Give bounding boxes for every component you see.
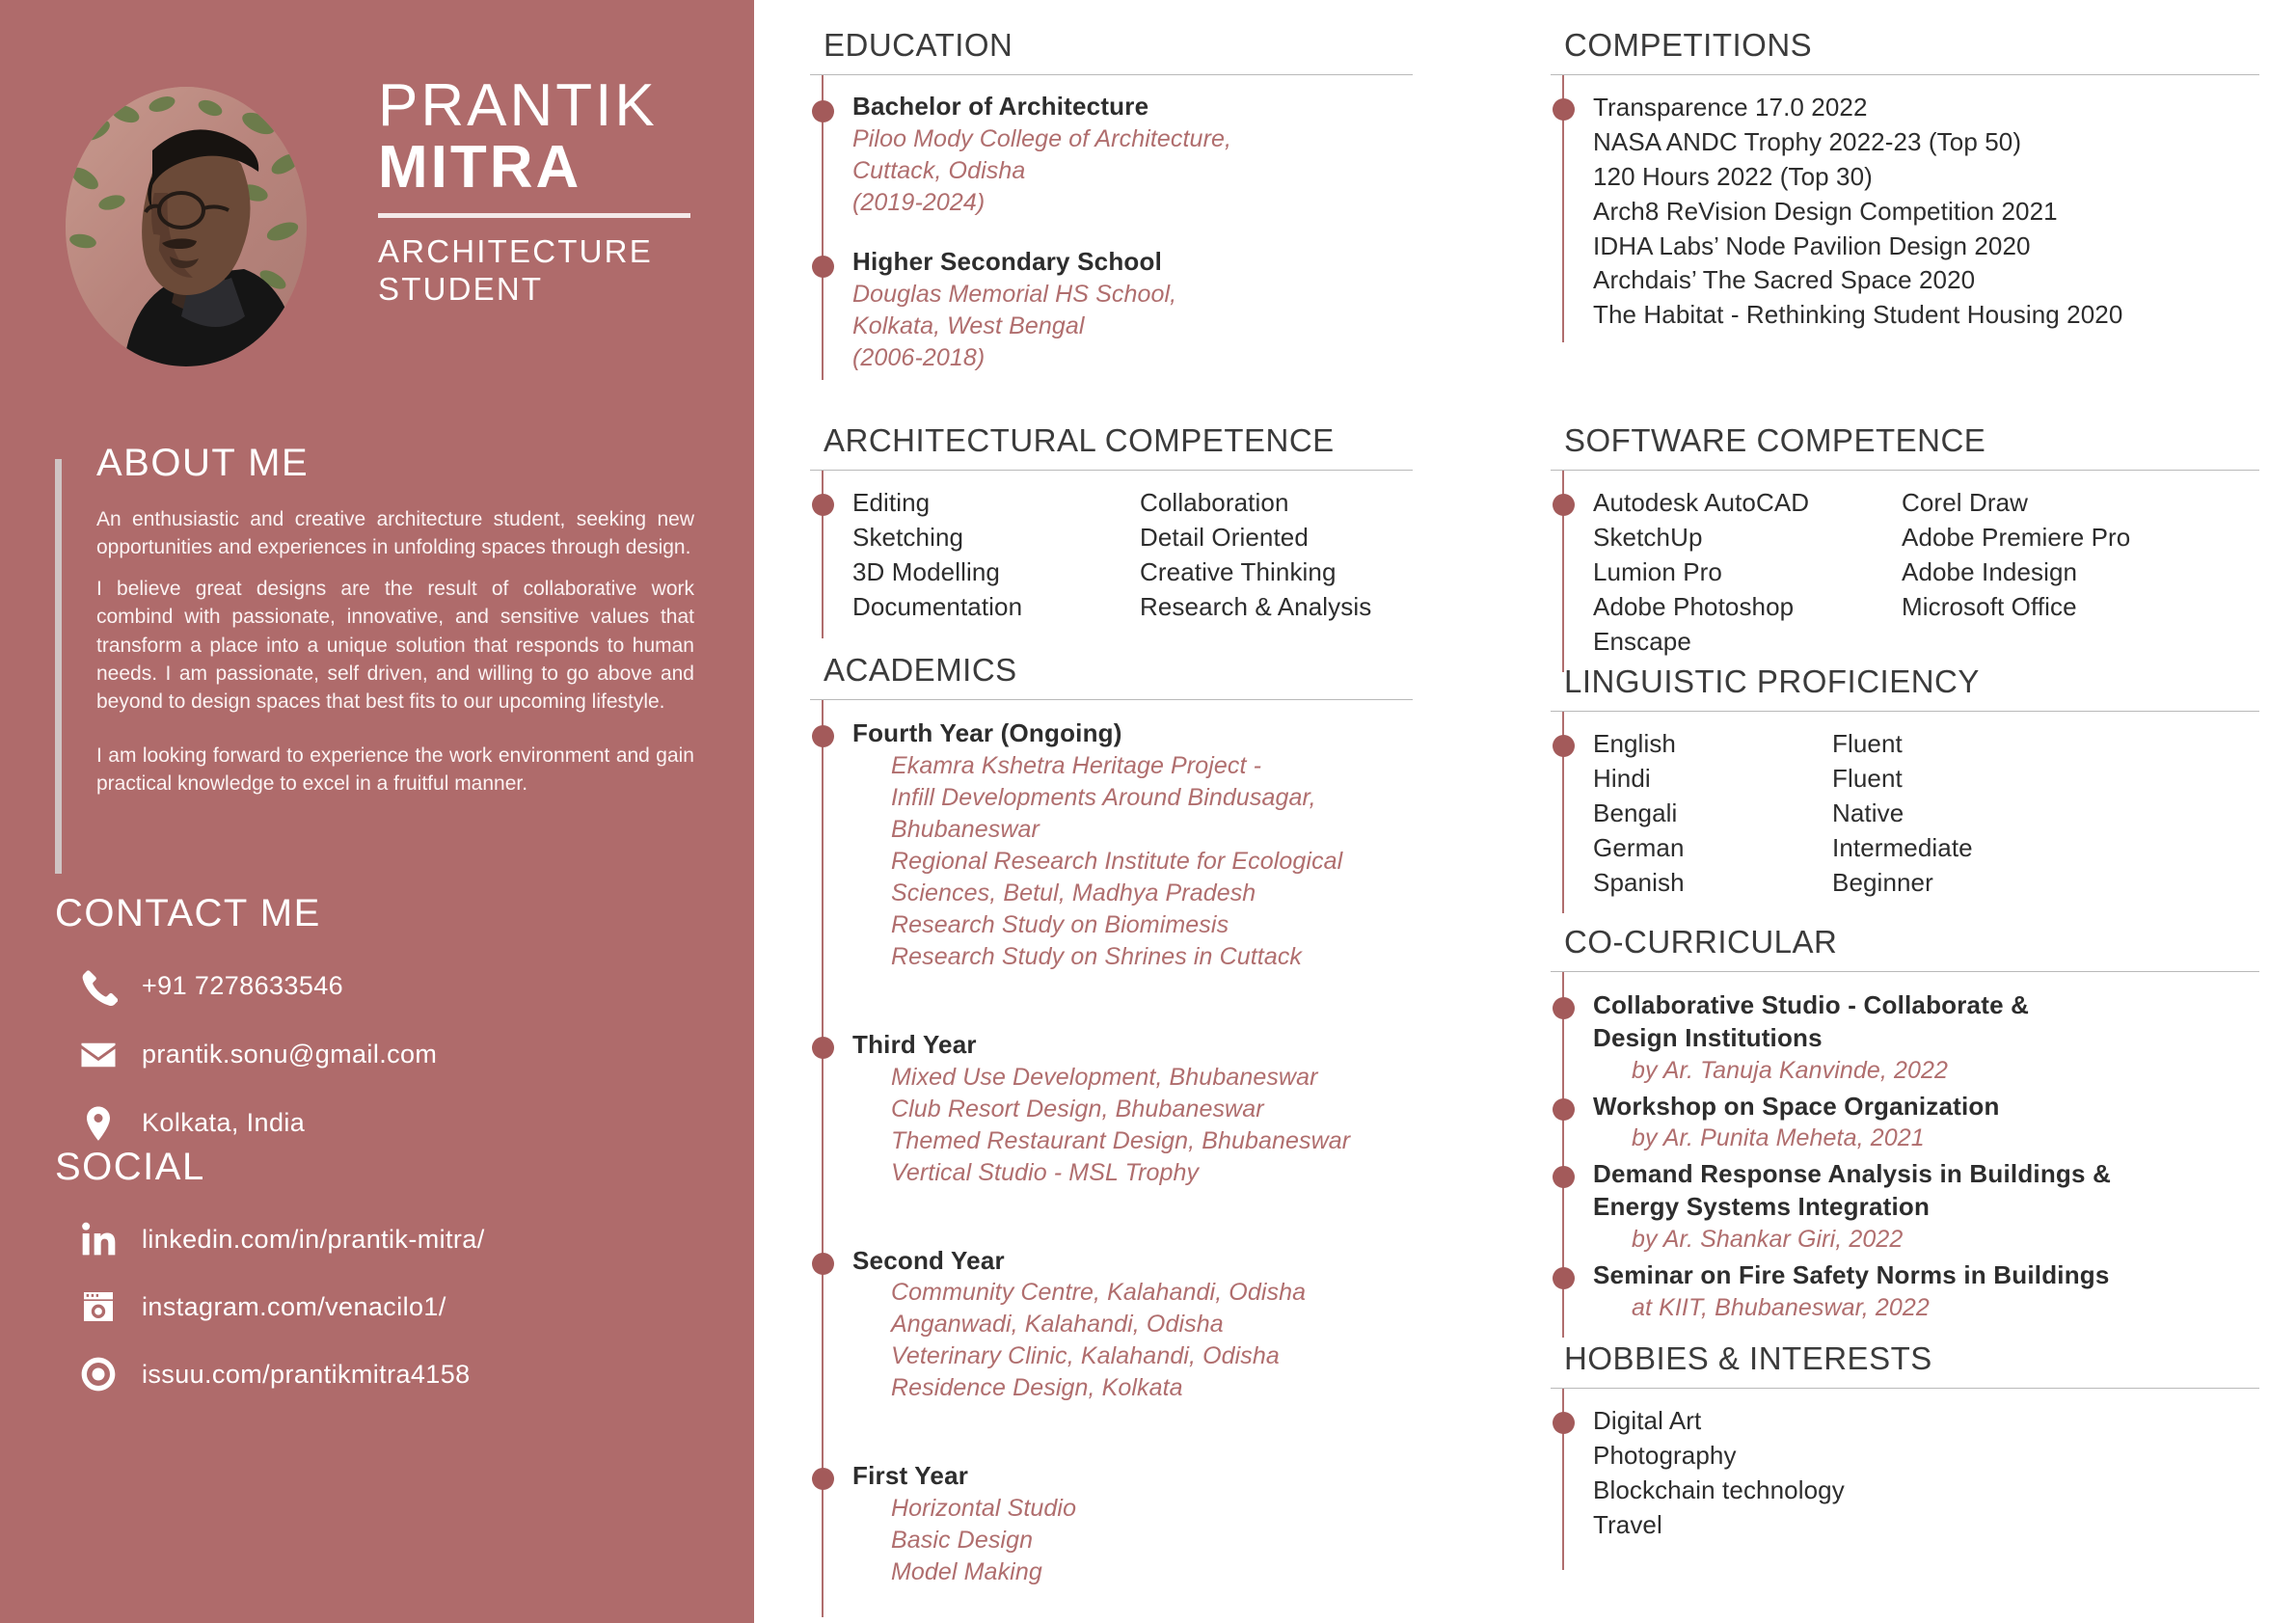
timeline-dot-icon (812, 256, 834, 278)
academics-heading: ACADEMICS (824, 652, 1017, 688)
architectural-competence-section (810, 424, 1427, 638)
language-row (1593, 727, 2283, 762)
competence-item: Creative Thinking (1140, 556, 1337, 586)
about-me-section (55, 442, 720, 811)
cocurricular-credit: at KIIT, Bhubaneswar, 2022 (1632, 1293, 1930, 1321)
linkedin-value: linkedin.com/in/prantik-mitra/ (142, 1224, 485, 1254)
software-item: Microsoft Office (1902, 591, 2077, 621)
education-title: Higher Secondary School (852, 246, 1163, 276)
left-sidebar (0, 0, 754, 1623)
language-row (1593, 831, 2283, 866)
timeline-dot-icon (1553, 1166, 1575, 1188)
social-section (55, 1146, 730, 1408)
competition-item: Arch8 ReVision Design Competition 2021 (1593, 196, 2058, 226)
portrait-photo-icon (66, 87, 307, 366)
role-line-1: ARCHITECTURE (378, 232, 653, 269)
competence-item: Editing (852, 488, 931, 517)
academics-project: Mixed Use Development, Bhubaneswar (891, 1063, 1318, 1091)
linguistic-proficiency-heading: LINGUISTIC PROFICIENCY (1564, 663, 1980, 699)
academics-entry (852, 1245, 1427, 1405)
software-competence-section (1551, 424, 2283, 672)
competence-item: Documentation (852, 591, 1023, 621)
academics-project: Ekamra Kshetra Heritage Project - (891, 751, 1262, 779)
timeline-dot-icon (812, 494, 834, 516)
language-level: Intermediate (1832, 832, 1973, 862)
academics-project: Sciences, Betul, Madhya Pradesh (891, 879, 1256, 906)
competition-item: IDHA Labs’ Node Pavilion Design 2020 (1593, 230, 2031, 260)
competition-item: Archdais’ The Sacred Space 2020 (1593, 265, 1976, 295)
competitions-section (1551, 29, 2283, 342)
education-detail: (2019-2024) (852, 188, 986, 216)
software-competence-timeline (1551, 471, 2283, 672)
academics-project: Community Centre, Kalahandi, Odisha (891, 1279, 1307, 1307)
linguistic-entry (1593, 727, 2283, 900)
architectural-competence-heading: ARCHITECTURAL COMPETENCE (824, 422, 1335, 458)
language-level: Fluent (1832, 763, 1903, 793)
education-entry (852, 91, 1427, 219)
social-item-instagram[interactable] (55, 1273, 730, 1340)
cocurricular-credit: by Ar. Shankar Giri, 2022 (1632, 1225, 1904, 1253)
academics-project: Bhubaneswar (891, 815, 1040, 843)
software-competence-heading: SOFTWARE COMPETENCE (1564, 422, 1986, 458)
timeline-dot-icon (1553, 997, 1575, 1019)
academics-project: Themed Restaurant Design, Bhubaneswar (891, 1126, 1351, 1154)
academics-project: Model Making (891, 1558, 1042, 1586)
right-column (1551, 0, 2283, 1623)
hobbies-section (1551, 1342, 2283, 1570)
education-detail: (2006-2018) (852, 343, 986, 371)
contact-heading: CONTACT ME (55, 892, 321, 934)
instagram-icon (55, 1287, 142, 1326)
timeline-dot-icon (812, 100, 834, 122)
education-timeline (810, 75, 1427, 380)
education-detail: Kolkata, West Bengal (852, 311, 1085, 339)
social-item-linkedin[interactable] (55, 1205, 730, 1273)
competence-item: Sketching (852, 522, 964, 552)
contact-section (55, 892, 730, 1157)
middle-column (810, 0, 1427, 1623)
language-level: Beginner (1832, 867, 1933, 897)
language-name: Hindi (1593, 763, 1651, 793)
academics-entry (852, 1029, 1427, 1189)
cocurricular-title: Design Institutions (1593, 1022, 1823, 1052)
competitions-heading: COMPETITIONS (1564, 27, 1813, 63)
education-detail: Douglas Memorial HS School, (852, 280, 1177, 308)
cocurricular-section (1551, 926, 2283, 1338)
language-name: Spanish (1593, 867, 1685, 897)
issuu-value: issuu.com/prantikmitra4158 (142, 1359, 471, 1389)
software-item: Adobe Indesign (1902, 556, 2078, 586)
competition-item: 120 Hours 2022 (Top 30) (1593, 161, 1873, 191)
education-section (810, 29, 1427, 380)
phone-value: +91 7278633546 (142, 971, 344, 1000)
architectural-competence-timeline (810, 471, 1427, 638)
academics-entry (852, 717, 1427, 973)
social-heading: SOCIAL (55, 1146, 205, 1188)
language-level: Native (1832, 798, 1904, 827)
competence-column-1 (852, 486, 1140, 625)
name-block (378, 72, 725, 308)
academics-project: Regional Research Institute for Ecological (891, 847, 1343, 875)
academics-project: Residence Design, Kolkata (891, 1374, 1183, 1402)
about-paragraph: I believe great designs are the result of collaborative work combind with passionate, innovative, and sensitive values that transform a place into a unique solution that responds to human needs. I am passionate, self driven, and willing to go above and beyond to design spaces that best fits to our upcoming lifestyle. (96, 577, 694, 714)
education-entry (852, 246, 1427, 374)
hobbies-heading: HOBBIES & INTERESTS (1564, 1340, 1932, 1376)
academics-project: Veterinary Clinic, Kalahandi, Odisha (891, 1342, 1280, 1370)
timeline-dot-icon (1553, 98, 1575, 121)
competitions-entry (1593, 91, 2283, 333)
avatar (66, 87, 307, 366)
linkedin-icon (55, 1220, 142, 1258)
timeline-dot-icon (812, 725, 834, 747)
software-item: Adobe Photoshop (1593, 591, 1795, 621)
timeline-dot-icon (1553, 1412, 1575, 1434)
academics-project: Vertical Studio - MSL Trophy (891, 1158, 1200, 1186)
hobby-item: Photography (1593, 1440, 1737, 1470)
academics-project: Infill Developments Around Bindusagar, (891, 783, 1316, 811)
first-name: PRANTIK (378, 72, 658, 139)
timeline-dot-icon (1553, 735, 1575, 757)
cocurricular-credit: by Ar. Tanuja Kanvinde, 2022 (1632, 1056, 1949, 1084)
cocurricular-title: Demand Response Analysis in Buildings & (1593, 1159, 2112, 1189)
contact-item-phone[interactable] (55, 952, 730, 1020)
academics-year: Second Year (852, 1245, 1005, 1275)
name-divider (378, 213, 690, 218)
education-heading: EDUCATION (824, 27, 1013, 63)
issuu-icon (55, 1355, 142, 1393)
cocurricular-entry (1593, 989, 2283, 1087)
education-detail: Piloo Mody College of Architecture, (852, 124, 1232, 152)
timeline-dot-icon (1553, 494, 1575, 516)
academics-entry (852, 1460, 1427, 1588)
academics-project: Horizontal Studio (891, 1495, 1077, 1523)
language-name: German (1593, 832, 1685, 862)
language-name: Bengali (1593, 798, 1678, 827)
timeline-dot-icon (1553, 1098, 1575, 1121)
competence-entry (852, 486, 1427, 625)
academics-project: Basic Design (891, 1527, 1034, 1555)
cocurricular-timeline (1551, 972, 2283, 1338)
software-item: Lumion Pro (1593, 556, 1722, 586)
academics-project: Anganwadi, Kalahandi, Odisha (891, 1311, 1224, 1339)
timeline-dot-icon (812, 1468, 834, 1490)
software-item: Enscape (1593, 626, 1691, 656)
location-value: Kolkata, India (142, 1108, 306, 1137)
contact-list (55, 952, 730, 1157)
location-pin-icon (55, 1104, 142, 1143)
language-level: Fluent (1832, 729, 1903, 758)
competence-item: Research & Analysis (1140, 591, 1372, 621)
academics-section (810, 654, 1427, 1617)
academics-timeline (810, 700, 1427, 1617)
software-item: SketchUp (1593, 522, 1703, 552)
education-detail: Cuttack, Odisha (852, 156, 1026, 184)
cocurricular-title: Energy Systems Integration (1593, 1192, 1931, 1222)
social-item-issuu[interactable] (55, 1340, 730, 1408)
cocurricular-title: Collaborative Studio - Collaborate & (1593, 990, 2030, 1019)
language-row (1593, 797, 2283, 831)
last-name: MITRA (378, 134, 582, 202)
competition-item: Transparence 17.0 2022 (1593, 93, 1868, 122)
about-me-heading: ABOUT ME (96, 442, 310, 484)
competitions-timeline (1551, 75, 2283, 342)
about-accent-bar (55, 459, 62, 874)
cocurricular-credit: by Ar. Punita Meheta, 2021 (1632, 1124, 1925, 1152)
competence-item: Collaboration (1140, 488, 1289, 517)
timeline-dot-icon (1553, 1267, 1575, 1289)
hobbies-timeline (1551, 1389, 2283, 1570)
cocurricular-entry (1593, 1259, 2283, 1324)
academics-project: Research Study on Shrines in Cuttack (891, 942, 1303, 970)
timeline-dot-icon (812, 1253, 834, 1275)
academics-year: Fourth Year (Ongoing) (852, 718, 1122, 747)
contact-item-email[interactable] (55, 1020, 730, 1089)
education-title: Bachelor of Architecture (852, 92, 1149, 121)
hobbies-entry (1593, 1404, 2283, 1543)
hobby-item: Blockchain technology (1593, 1474, 1845, 1504)
cocurricular-title: Workshop on Space Organization (1593, 1091, 2000, 1121)
about-paragraph: An enthusiastic and creative architecture student, seeking new opportunities and experiences in unfolding spaces through design. (96, 508, 694, 559)
social-list (55, 1205, 730, 1408)
about-me-body (96, 505, 694, 798)
linguistic-timeline (1551, 712, 2283, 913)
role-line-2: STUDENT (378, 270, 544, 307)
software-item: Autodesk AutoCAD (1593, 488, 1810, 517)
timeline-dot-icon (812, 1037, 834, 1059)
academics-project: Research Study on Biomimesis (891, 910, 1229, 938)
academics-project: Club Resort Design, Bhubaneswar (891, 1095, 1264, 1123)
language-row (1593, 866, 2283, 901)
phone-icon (55, 967, 142, 1006)
cocurricular-entry (1593, 1158, 2283, 1256)
instagram-value: instagram.com/venacilo1/ (142, 1291, 446, 1321)
hobby-item: Travel (1593, 1509, 1662, 1539)
software-entry (1593, 486, 2283, 659)
cocurricular-title: Seminar on Fire Safety Norms in Buildings (1593, 1259, 2110, 1289)
linguistic-proficiency-section (1551, 665, 2283, 913)
competence-item: Detail Oriented (1140, 522, 1309, 552)
software-column-1 (1593, 486, 1902, 659)
software-column-2 (1902, 486, 2130, 659)
email-value: prantik.sonu@gmail.com (142, 1040, 438, 1068)
competence-item: 3D Modelling (852, 556, 1000, 586)
language-row (1593, 762, 2283, 797)
competition-item: NASA ANDC Trophy 2022-23 (Top 50) (1593, 126, 2022, 156)
language-name: English (1593, 729, 1676, 758)
cocurricular-heading: CO-CURRICULAR (1564, 924, 1838, 960)
about-paragraph: I am looking forward to experience the work environment and gain practical knowledge to excel in a fruitful manner. (96, 744, 694, 796)
cocurricular-entry (1593, 1091, 2283, 1155)
competition-item: The Habitat - Rethinking Student Housing 2020 (1593, 300, 2123, 330)
academics-year: First Year (852, 1461, 969, 1491)
software-item: Adobe Premiere Pro (1902, 522, 2131, 552)
email-icon (55, 1035, 142, 1075)
competence-column-2 (1140, 486, 1371, 625)
software-item: Corel Draw (1902, 488, 2029, 517)
profile-header (0, 56, 754, 326)
hobby-item: Digital Art (1593, 1406, 1702, 1435)
academics-year: Third Year (852, 1029, 977, 1059)
